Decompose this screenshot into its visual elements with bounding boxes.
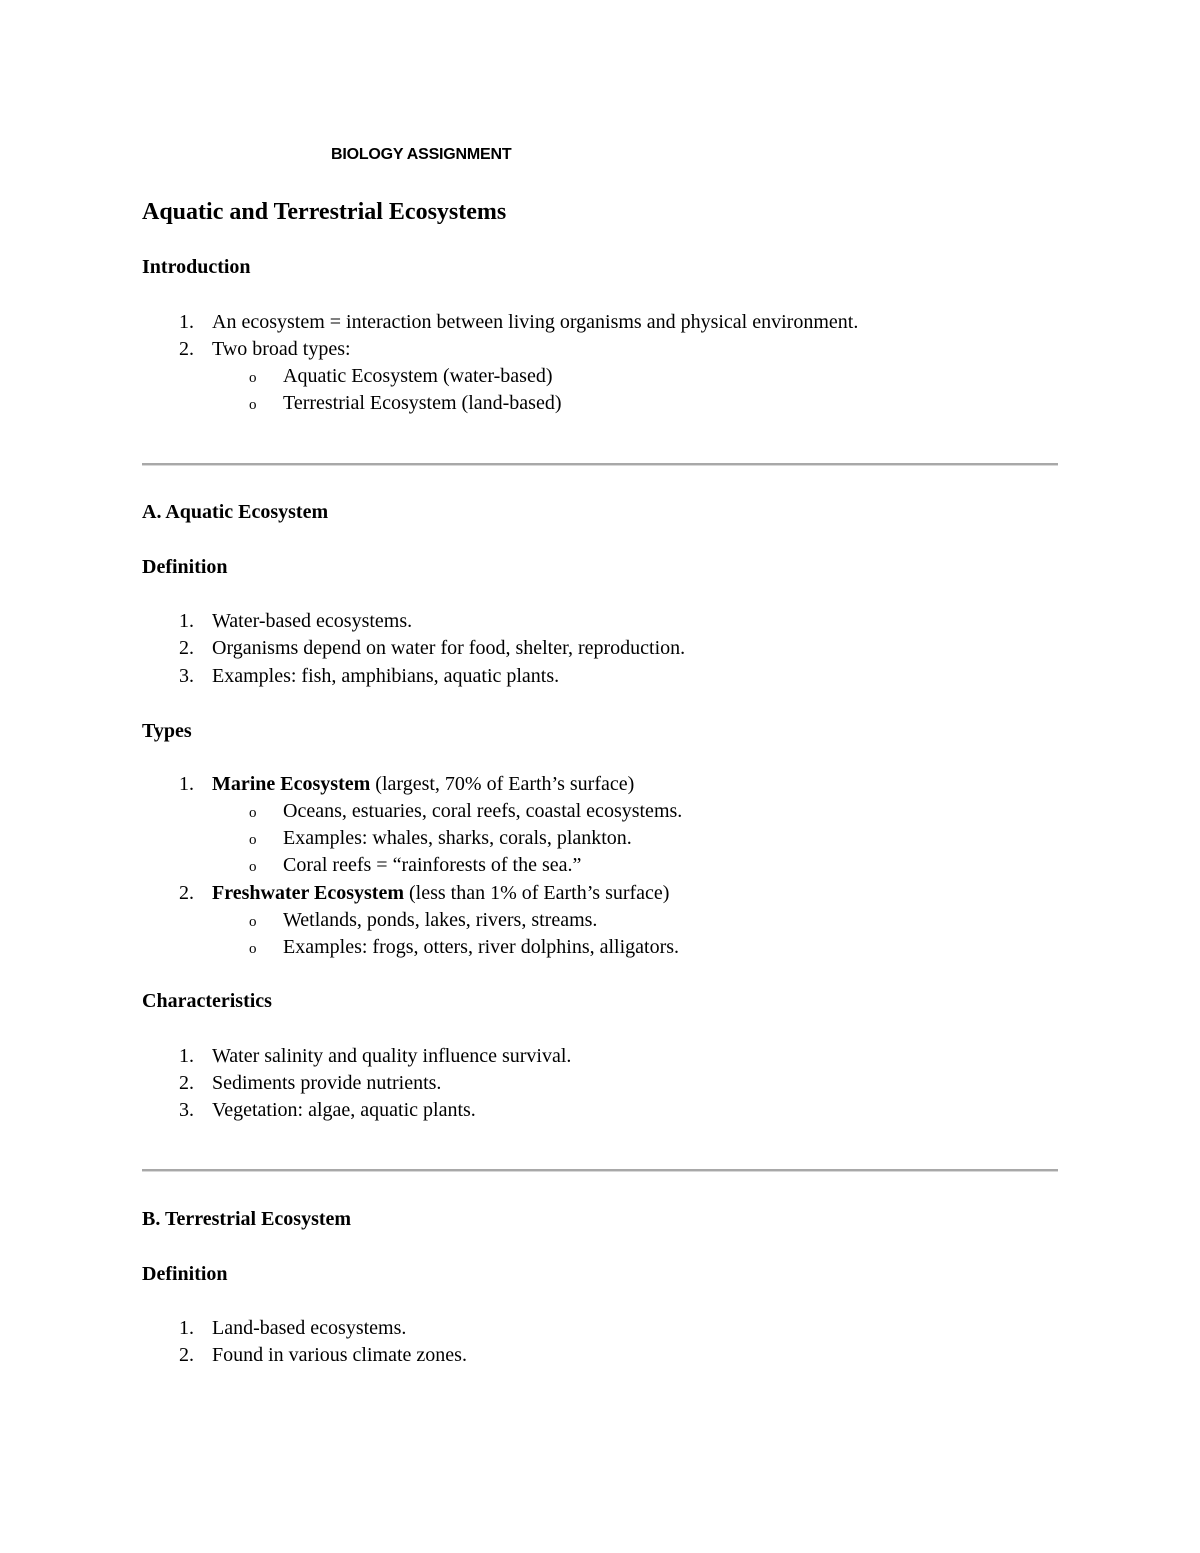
sub-list-text: Aquatic Ecosystem (water-based): [283, 365, 553, 387]
sub-list-text: Oceans, estuaries, coral reefs, coastal ecosystems.: [283, 800, 683, 822]
list-text: Organisms depend on water for food, shelter, reproduction.: [212, 637, 686, 659]
subheading-types: Types: [142, 720, 192, 742]
list-text: [212, 882, 669, 905]
list-text: Examples: fish, amphibians, aquatic plants.: [212, 665, 560, 687]
list-text: Vegetation: algae, aquatic plants.: [212, 1099, 476, 1121]
list-number: 1.: [179, 311, 194, 333]
bullet-icon: o: [249, 859, 257, 875]
type-description: (largest, 70% of Earth’s surface): [370, 773, 635, 795]
list-number: 1.: [179, 773, 194, 795]
list-number: 1.: [179, 1317, 194, 1339]
type-description: (less than 1% of Earth’s surface): [404, 882, 670, 904]
bullet-icon: o: [249, 832, 257, 848]
list-text: [212, 773, 634, 796]
section-heading-aquatic: A. Aquatic Ecosystem: [142, 501, 329, 523]
sub-list-text: Coral reefs = “rainforests of the sea.”: [283, 854, 582, 876]
list-text: An ecosystem = interaction between living organisms and physical environment.: [212, 311, 859, 333]
list-text: Water salinity and quality influence survival.: [212, 1045, 572, 1067]
type-name: Marine Ecosystem: [212, 773, 371, 795]
list-number: 2.: [179, 882, 194, 904]
bullet-icon: o: [249, 914, 257, 930]
section-heading-introduction: Introduction: [142, 256, 251, 278]
subheading-definition: Definition: [142, 556, 228, 578]
list-text: Sediments provide nutrients.: [212, 1072, 442, 1094]
list-number: 3.: [179, 1099, 194, 1121]
list-number: 2.: [179, 338, 194, 360]
list-number: 2.: [179, 1072, 194, 1094]
list-text: Water-based ecosystems.: [212, 610, 413, 632]
bullet-icon: o: [249, 370, 257, 386]
list-number: 1.: [179, 1045, 194, 1067]
list-number: 2.: [179, 637, 194, 659]
document-label: BIOLOGY ASSIGNMENT: [331, 146, 512, 163]
bullet-icon: o: [249, 805, 257, 821]
section-heading-terrestrial: B. Terrestrial Ecosystem: [142, 1208, 352, 1230]
sub-list-text: Examples: whales, sharks, corals, plankton.: [283, 827, 632, 849]
list-number: 2.: [179, 1344, 194, 1366]
sub-list-text: Examples: frogs, otters, river dolphins, alligators.: [283, 936, 680, 958]
bullet-icon: o: [249, 941, 257, 957]
list-text: Land-based ecosystems.: [212, 1317, 407, 1339]
page-title: Aquatic and Terrestrial Ecosystems: [142, 199, 507, 225]
bullet-icon: o: [249, 397, 257, 413]
horizontal-divider: [142, 1169, 1058, 1172]
list-number: 1.: [179, 610, 194, 632]
type-name: Freshwater Ecosystem: [212, 882, 404, 904]
list-text: Two broad types:: [212, 338, 351, 360]
sub-list-text: Terrestrial Ecosystem (land-based): [283, 392, 562, 414]
list-number: 3.: [179, 665, 194, 687]
list-text: Found in various climate zones.: [212, 1344, 467, 1366]
horizontal-divider: [142, 463, 1058, 466]
subheading-definition: Definition: [142, 1263, 228, 1285]
sub-list-text: Wetlands, ponds, lakes, rivers, streams.: [283, 909, 598, 931]
subheading-characteristics: Characteristics: [142, 990, 272, 1012]
